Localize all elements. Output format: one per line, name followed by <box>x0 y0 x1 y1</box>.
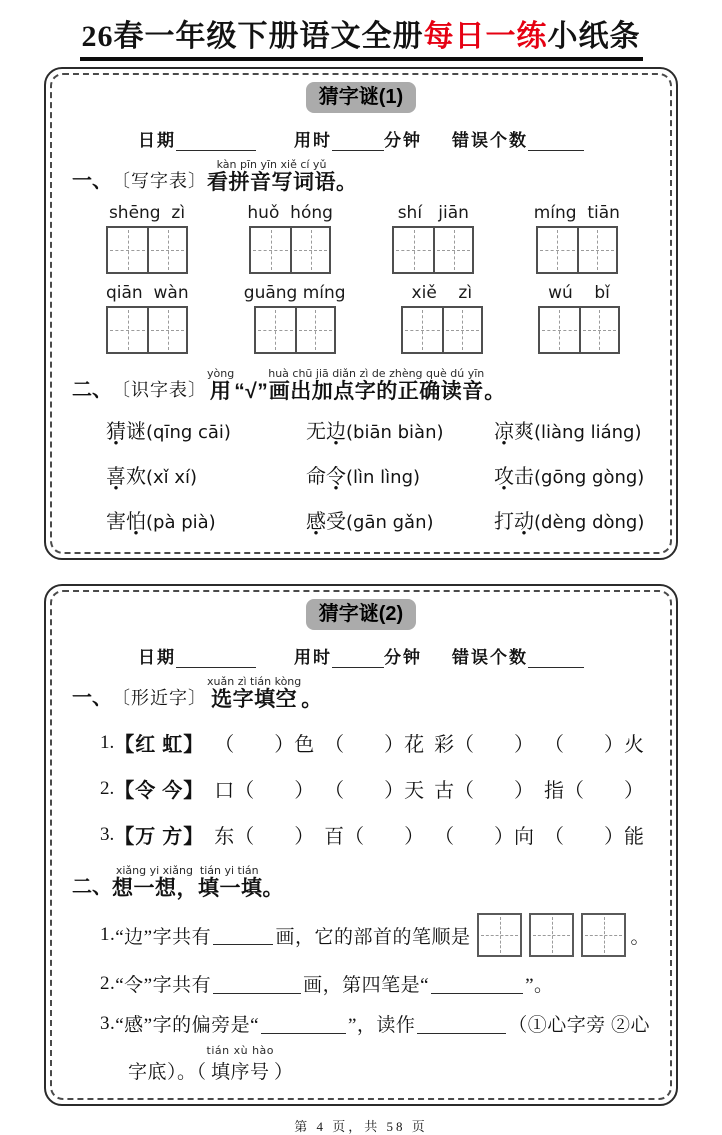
stroke-box <box>477 913 522 957</box>
choice-row-2 <box>72 774 650 803</box>
pinyin-word <box>106 203 188 274</box>
pinyin-word <box>538 283 620 354</box>
dotted-char: 凉 <box>494 420 514 443</box>
writing-grid <box>392 226 474 274</box>
heading-period: 。 <box>336 170 358 194</box>
choice-row-1 <box>72 728 650 757</box>
grid-cell <box>295 308 334 352</box>
word-item <box>106 460 306 489</box>
question-text: 画，它的部首的笔顺是 <box>275 926 471 948</box>
section-heading-xingjinzi <box>72 676 650 711</box>
question-text: ”，读作 <box>348 1015 416 1037</box>
panel-1-badge: 猜字谜(1) <box>306 82 416 113</box>
question-1 <box>72 913 650 957</box>
grid-cell <box>540 308 579 352</box>
writing-grid <box>106 306 188 354</box>
errors-blank <box>528 133 584 151</box>
heading-pinyin: huà chū jiā diǎn zì de zhèng què dú yīn <box>268 366 485 380</box>
heading-pinyin: yòng <box>207 366 235 380</box>
pinyin-label: shēng zì <box>108 202 186 223</box>
reading-options: (lìn lìng) <box>346 466 421 488</box>
errors-blank <box>528 650 584 668</box>
date-label: 日期 <box>138 130 176 150</box>
reading-choice-list <box>72 413 650 538</box>
item-number: 3. <box>100 823 115 845</box>
page-title <box>80 20 643 61</box>
question-text: “令”字共有 <box>115 975 212 997</box>
section-heading-xiezibiao <box>72 159 650 194</box>
writing-grid <box>249 226 331 274</box>
word-post: 击 <box>514 465 534 488</box>
grid-cell <box>147 308 186 352</box>
item-number: 2. <box>100 972 116 994</box>
title-left: 26春一年级下册语文全册 <box>81 20 424 53</box>
pinyin-grid-row-2 <box>72 283 650 354</box>
question-text: 画，第四笔是“ <box>303 975 430 997</box>
question-text: 字底）。（ <box>128 1062 207 1084</box>
dotted-char: 令 <box>326 465 346 488</box>
fill-blank: 东（ ） <box>214 826 315 849</box>
choice-blanks <box>214 728 644 757</box>
heading-text: 画出加点字的正确读音 <box>268 379 484 403</box>
heading-period: 。 <box>262 877 284 901</box>
dotted-char: 动 <box>514 510 534 533</box>
word-item <box>306 505 494 534</box>
grid-cell <box>256 308 295 352</box>
grid-cell <box>538 228 577 272</box>
heading-text: 看拼音写词语 <box>207 170 336 194</box>
word-item <box>494 505 650 534</box>
pinyin-label: xiě zì <box>411 282 473 303</box>
word-pre: 打 <box>494 510 514 533</box>
word-post: 受 <box>326 510 346 533</box>
panel-1-date-row <box>72 126 650 151</box>
word-pre: 害 <box>106 510 126 533</box>
title-highlight: 每日一练 <box>423 20 548 53</box>
heading-pinyin: tián xù hào <box>206 1044 275 1058</box>
heading-pinyin: kàn pīn yīn xiě cí yǔ <box>216 157 327 171</box>
choice-blanks <box>214 774 644 803</box>
page-number: 第 4 页，共 58 页 <box>294 1119 428 1135</box>
heading-period: 。 <box>484 379 506 403</box>
fill-blank: 百（ ） <box>324 826 425 849</box>
date-blank <box>176 133 256 151</box>
answer-blank <box>431 974 523 994</box>
heading-ruby <box>268 368 484 403</box>
page-header <box>0 0 722 61</box>
section-number: 一、 <box>72 687 112 710</box>
dotted-char: 猜 <box>106 420 126 443</box>
word-item <box>106 415 306 444</box>
heading-period: 。 <box>301 687 323 711</box>
worksheet-panel-1-inner <box>50 73 672 554</box>
writing-grid <box>254 306 336 354</box>
choice-bracket: 【令 今】 <box>114 780 205 803</box>
errors-label: 错误个数 <box>452 647 528 667</box>
grid-cell <box>579 308 618 352</box>
section-heading-shizibiao <box>72 368 650 403</box>
section-tag: 〔写字表〕 <box>112 170 207 191</box>
pinyin-word <box>392 203 474 274</box>
pinyin-label: qiān wàn <box>106 282 189 303</box>
dotted-char: 边 <box>326 420 346 443</box>
word-post: 爽 <box>514 420 534 443</box>
question-text: 填序号 <box>211 1062 270 1084</box>
fill-blank: （ ）火 <box>543 734 644 757</box>
grid-cell <box>108 308 147 352</box>
heading-ruby <box>207 368 234 403</box>
pinyin-word <box>247 203 333 274</box>
word-pre: 命 <box>306 465 326 488</box>
question-2 <box>72 970 650 997</box>
writing-grid <box>536 226 618 274</box>
fill-blank: （ ）向 <box>434 826 535 849</box>
reading-options: (liàng liáng) <box>534 421 642 443</box>
pinyin-label: guāng míng <box>243 282 346 303</box>
dotted-char: 喜 <box>106 465 126 488</box>
choice-bracket: 【红 虹】 <box>114 734 205 757</box>
heading-text: 用 <box>209 379 232 403</box>
heading-check-mark: “√” <box>234 379 269 403</box>
reading-options: (dèng dòng) <box>534 511 645 533</box>
section-number: 一、 <box>72 169 112 192</box>
pinyin-label: shí jiān <box>397 202 469 223</box>
errors-label: 错误个数 <box>452 130 528 150</box>
item-number: 3. <box>100 1012 116 1034</box>
heading-ruby <box>112 865 263 900</box>
choice-row-3 <box>72 820 650 849</box>
panel-2-badge: 猜字谜(2) <box>306 599 416 630</box>
grid-cell <box>394 228 433 272</box>
question-3-line-2 <box>72 1045 650 1084</box>
grid-cell <box>433 228 472 272</box>
reading-options: (gōng gòng) <box>534 466 645 488</box>
fill-blank: 口（ ） <box>214 780 315 803</box>
pinyin-word <box>534 203 620 274</box>
section-number: 二、 <box>72 378 112 401</box>
grid-cell <box>403 308 442 352</box>
time-blank <box>332 650 384 668</box>
word-item <box>494 460 650 489</box>
fill-blank: （ ）色 <box>214 734 315 757</box>
pinyin-word <box>106 283 189 354</box>
writing-grid <box>401 306 483 354</box>
question-text: （①心字旁 ②心 <box>508 1015 650 1037</box>
word-item <box>494 415 650 444</box>
stroke-box <box>529 913 574 957</box>
grid-cell <box>147 228 186 272</box>
question-text: “边”字共有 <box>115 926 212 948</box>
grid-cell <box>108 228 147 272</box>
answer-blank <box>213 974 301 994</box>
panel-2-date-row <box>72 643 650 668</box>
word-item <box>306 415 494 444</box>
question-text: “感”字的偏旁是“ <box>115 1015 260 1037</box>
reading-options: (pà pià) <box>146 511 216 533</box>
dotted-char: 攻 <box>494 465 514 488</box>
heading-text: 想一想，填一填 <box>112 877 263 901</box>
word-item <box>306 460 494 489</box>
grid-cell <box>577 228 616 272</box>
choice-blanks <box>214 820 644 849</box>
word-post: 谜 <box>126 420 146 443</box>
question-text: ） <box>274 1062 294 1084</box>
dotted-char: 怕 <box>126 510 146 533</box>
item-number: 1. <box>100 731 115 753</box>
fill-order-ruby <box>207 1045 275 1084</box>
question-period: ”。 <box>525 975 554 997</box>
heading-ruby <box>207 676 301 711</box>
reading-options: (qīng cāi) <box>146 421 231 443</box>
choice-bracket: 【万 方】 <box>114 826 205 849</box>
pinyin-label: wú bǐ <box>548 282 610 303</box>
heading-pinyin: xiǎng yi xiǎng tián yi tián <box>115 864 259 878</box>
fill-blank: 彩（ ） <box>434 734 535 757</box>
grid-cell <box>442 308 481 352</box>
writing-grid <box>106 226 188 274</box>
section-tag: 〔形近字〕 <box>112 688 207 709</box>
dotted-char: 感 <box>306 510 326 533</box>
grid-cell <box>251 228 290 272</box>
worksheet-panel-1 <box>44 67 678 560</box>
word-post: 欢 <box>126 465 146 488</box>
stroke-box <box>581 913 626 957</box>
title-right: 小纸条 <box>547 20 641 53</box>
word-item <box>106 505 306 534</box>
fill-blank: （ ）能 <box>543 826 644 849</box>
time-blank <box>332 133 384 151</box>
fill-blank: （ ）天 <box>324 780 425 803</box>
heading-pinyin: xuǎn zì tián kòng <box>207 674 302 688</box>
date-blank <box>176 650 256 668</box>
section-number: 二、 <box>72 876 112 899</box>
section-heading-xiangyixiang <box>72 865 650 900</box>
reading-options: (xǐ xí) <box>146 466 198 488</box>
grid-cell <box>290 228 329 272</box>
word-pre: 无 <box>306 420 326 443</box>
pinyin-label: míng tiān <box>533 202 620 223</box>
fill-blank: 古（ ） <box>434 780 535 803</box>
fill-blank: （ ）花 <box>324 734 425 757</box>
minutes-label: 分钟 <box>384 130 422 150</box>
minutes-label: 分钟 <box>384 647 422 667</box>
pinyin-label: huǒ hóng <box>247 202 333 223</box>
pinyin-word <box>244 283 346 354</box>
worksheet-panel-2 <box>44 584 678 1106</box>
heading-ruby <box>207 159 336 194</box>
item-number: 2. <box>100 777 115 799</box>
answer-blank <box>213 925 273 945</box>
pinyin-word <box>401 283 483 354</box>
reading-options: (gān gǎn) <box>346 511 434 533</box>
question-period: 。 <box>630 926 650 948</box>
fill-blank: 指（ ） <box>543 780 644 803</box>
pinyin-grid-row-1 <box>72 203 650 274</box>
date-label: 日期 <box>138 647 176 667</box>
section-tag: 〔识字表〕 <box>112 380 207 401</box>
heading-text: 选字填空 <box>211 687 298 711</box>
time-label: 用时 <box>294 130 332 150</box>
writing-grid <box>538 306 620 354</box>
reading-options: (biān biàn) <box>346 421 444 443</box>
time-label: 用时 <box>294 647 332 667</box>
item-number: 1. <box>100 924 116 946</box>
